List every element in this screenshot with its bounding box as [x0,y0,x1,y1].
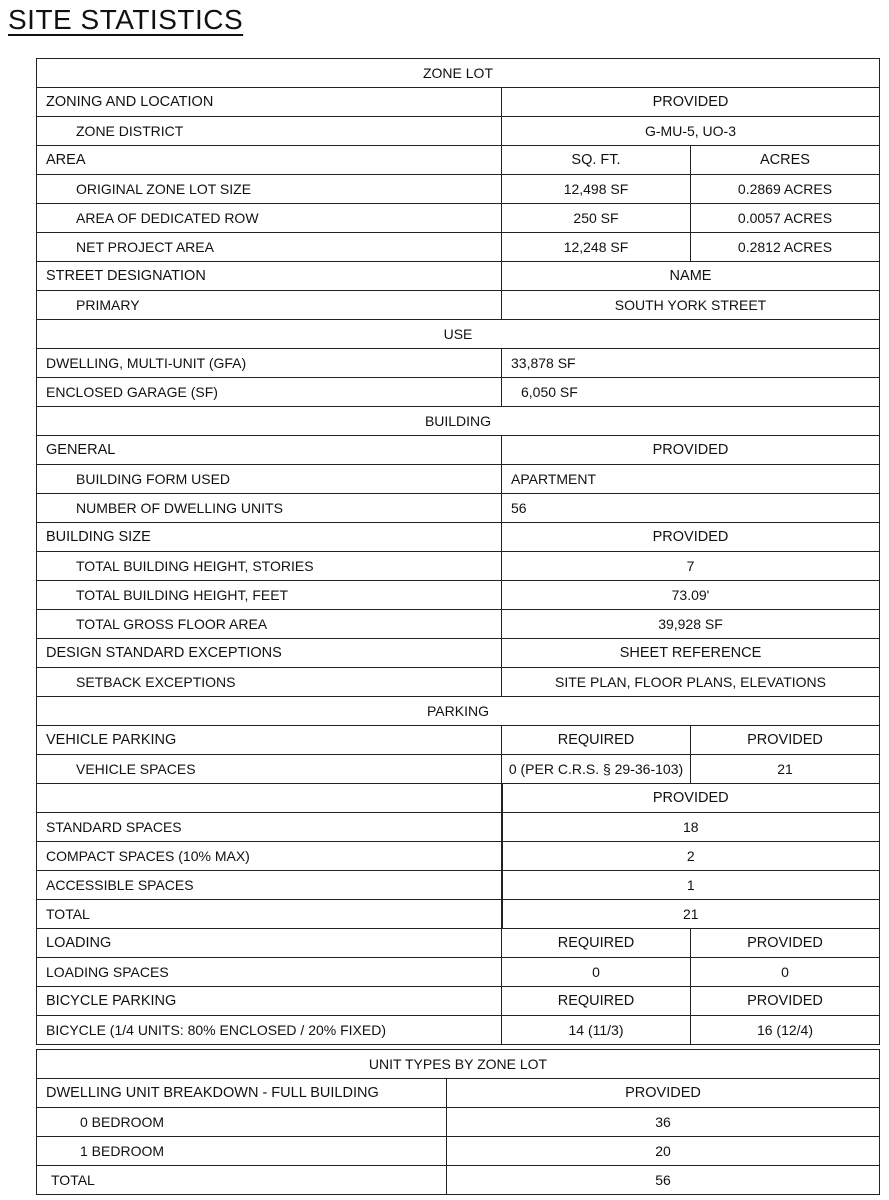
row-label: NUMBER OF DWELLING UNITS [37,494,502,523]
table-row [37,1166,880,1195]
table-row [37,436,880,465]
table-row [37,813,880,842]
row-value: 14 (11/3) [502,1016,691,1045]
row-value: 0.2869 ACRES [691,175,880,204]
table-row [37,900,880,929]
table-row [37,726,880,755]
section-heading: USE [37,320,880,349]
row-value: 0.2812 ACRES [691,233,880,262]
column-header: REQUIRED [502,726,691,755]
row-label: DWELLING, MULTI-UNIT (GFA) [37,349,502,378]
table-row [37,581,880,610]
section-header-unit-types [37,1050,880,1079]
row-label: PRIMARY [37,291,502,320]
group-label: AREA [37,146,502,175]
column-header: PROVIDED [447,1079,880,1108]
group-label: BUILDING SIZE [37,523,502,552]
row-value: 0 (PER C.R.S. § 29-36-103) [502,755,691,784]
section-heading: PARKING [37,697,880,726]
column-header: PROVIDED [691,929,880,958]
row-value: 21 [691,755,880,784]
unit-types-table [36,1049,880,1195]
row-label: SETBACK EXCEPTIONS [37,668,502,697]
group-label: DESIGN STANDARD EXCEPTIONS [37,639,502,668]
table-row [37,262,880,291]
row-label: BUILDING FORM USED [37,465,502,494]
site-statistics-table [36,58,880,1045]
row-value: 12,248 SF [502,233,691,262]
row-label: AREA OF DEDICATED ROW [37,204,502,233]
table-row [37,929,880,958]
column-header: ACRES [691,146,880,175]
row-value: 20 [447,1137,880,1166]
table-row [37,378,880,407]
table-row [37,842,880,871]
row-label: ORIGINAL ZONE LOT SIZE [37,175,502,204]
row-value: 36 [447,1108,880,1137]
group-label: DWELLING UNIT BREAKDOWN - FULL BUILDING [37,1079,447,1108]
column-header: PROVIDED [502,88,880,117]
column-header: REQUIRED [502,987,691,1016]
row-value: 0.0057 ACRES [691,204,880,233]
row-label: LOADING SPACES [37,958,502,987]
table-row [37,958,880,987]
blank-cell [37,784,502,813]
column-header: REQUIRED [502,929,691,958]
table-row [37,523,880,552]
column-header: PROVIDED [691,726,880,755]
table-row [37,88,880,117]
row-value: 0 [502,958,691,987]
row-label: TOTAL BUILDING HEIGHT, FEET [37,581,502,610]
table-row [37,204,880,233]
row-value: 1 [502,871,880,900]
row-label: VEHICLE SPACES [37,755,502,784]
row-label: NET PROJECT AREA [37,233,502,262]
row-label: 1 BEDROOM [37,1137,447,1166]
column-header: PROVIDED [502,523,880,552]
row-value: 250 SF [502,204,691,233]
table-row [37,1137,880,1166]
row-value: 56 [447,1166,880,1195]
row-label: ACCESSIBLE SPACES [37,871,502,900]
group-label: BICYCLE PARKING [37,987,502,1016]
group-label: LOADING [37,929,502,958]
column-header: SHEET REFERENCE [502,639,880,668]
table-row [37,291,880,320]
group-label: GENERAL [37,436,502,465]
section-header-building [37,407,880,436]
row-value: APARTMENT [502,465,880,494]
group-label: VEHICLE PARKING [37,726,502,755]
group-label: STREET DESIGNATION [37,262,502,291]
table-row [37,349,880,378]
section-header-zone-lot [37,59,880,88]
section-heading: BUILDING [37,407,880,436]
row-label: COMPACT SPACES (10% MAX) [37,842,502,871]
row-value: 18 [502,813,880,842]
table-row [37,755,880,784]
table-row [37,465,880,494]
row-value: 12,498 SF [502,175,691,204]
table-row [37,1016,880,1045]
table-row [37,552,880,581]
section-header-use [37,320,880,349]
row-value: SOUTH YORK STREET [502,291,880,320]
table-row [37,610,880,639]
row-label: TOTAL [37,900,502,929]
section-heading: UNIT TYPES BY ZONE LOT [37,1050,880,1079]
section-header-parking [37,697,880,726]
table-row [37,494,880,523]
table-row [37,175,880,204]
row-label: STANDARD SPACES [37,813,502,842]
table-row [37,146,880,175]
row-value: 73.09' [502,581,880,610]
table-row [37,117,880,146]
column-header: SQ. FT. [502,146,691,175]
column-header: NAME [502,262,880,291]
table-row [37,871,880,900]
page-title: SITE STATISTICS [8,4,244,35]
table-row [37,987,880,1016]
row-value: 21 [502,900,880,929]
row-value: 39,928 SF [502,610,880,639]
row-value: 7 [502,552,880,581]
column-header: PROVIDED [502,784,880,813]
column-header: PROVIDED [502,436,880,465]
table-row [37,233,880,262]
table-row [37,1079,880,1108]
row-label: TOTAL BUILDING HEIGHT, STORIES [37,552,502,581]
section-heading: ZONE LOT [37,59,880,88]
table-row [37,639,880,668]
row-value: 56 [502,494,880,523]
group-label: ZONING AND LOCATION [37,88,502,117]
row-value: SITE PLAN, FLOOR PLANS, ELEVATIONS [502,668,880,697]
row-value: 33,878 SF [502,349,880,378]
row-label: ENCLOSED GARAGE (SF) [37,378,502,407]
row-label: 0 BEDROOM [37,1108,447,1137]
row-label: ZONE DISTRICT [37,117,502,146]
row-value: 6,050 SF [502,378,880,407]
row-value: 2 [502,842,880,871]
row-label: TOTAL [37,1166,447,1195]
column-header: PROVIDED [691,987,880,1016]
table-row [37,784,880,813]
row-value: 16 (12/4) [691,1016,880,1045]
row-value: G-MU-5, UO-3 [502,117,880,146]
row-label: BICYCLE (1/4 UNITS: 80% ENCLOSED / 20% FIXED) [37,1016,502,1045]
table-row [37,1108,880,1137]
table-row [37,668,880,697]
row-value: 0 [691,958,880,987]
row-label: TOTAL GROSS FLOOR AREA [37,610,502,639]
